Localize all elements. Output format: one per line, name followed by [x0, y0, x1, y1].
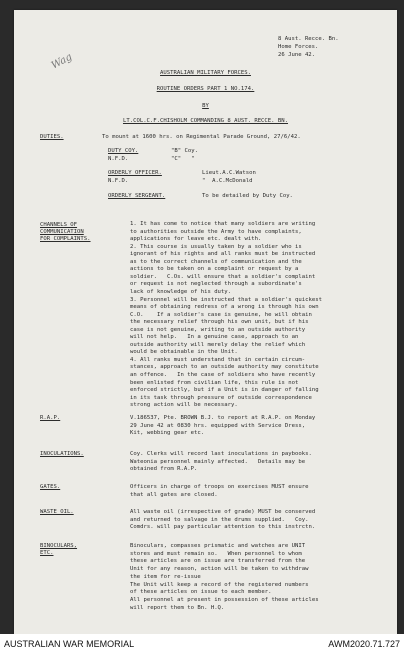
commanding-officer: LT.COL.C.F.CHISHOLM COMMANDING 8 AUST. RECCE. BN.: [122, 118, 289, 124]
body-line: that all gates are closed.: [130, 491, 218, 498]
body-line: and returned to salvage in the drums supplied. Coy.: [130, 516, 309, 523]
body-line: stores and must remain so. When personnel to whom: [130, 550, 302, 557]
body-line: Comdrs. will pay particular attention to this instrctn.: [130, 524, 316, 531]
body-line: stances, approach to an outside authority may constitute: [130, 364, 319, 371]
body-line: All personnel at present in possession of these articles: [130, 596, 319, 603]
body-line: C.O. If a soldier's case is genuine, he will obtain: [130, 311, 312, 318]
body-line: will not help. In a genuine case, approach to an: [130, 334, 299, 341]
duty-coy-label: DUTY COY.: [108, 148, 139, 154]
body-line: the item for re-issue: [130, 573, 201, 580]
body-line: or request is not neglected through a subordinate's: [130, 281, 302, 288]
body-line: V.186537, Pte. BROWN B.J. to report at R.A.P. on Monday: [130, 415, 316, 421]
body-line: in its task through pressure of outside correspondence: [130, 394, 312, 401]
body-line: lack of knowledge of his duty.: [130, 288, 232, 295]
orderly-officer-label: ORDERLY OFFICER.: [108, 170, 162, 176]
body-line: Coy. Clerks will record last inoculations in paybooks.: [130, 451, 312, 457]
document-page: [14, 10, 397, 634]
body-line: Officers in charge of troops on exercises MUST ensure: [130, 484, 309, 490]
body-line: as to the correct channels of communication and the: [130, 258, 302, 265]
body-line: Wateonia personnel mainly affected. Details may be: [130, 458, 306, 465]
body-line: Binoculars, compasses prismatic and watches are UNIT: [130, 543, 306, 549]
body-line: will report them to Bn. H.Q.: [130, 604, 225, 611]
document-subtitle: ROUTINE ORDERS PART 1 NO.174.: [156, 86, 255, 92]
document-title: AUSTRALIAN MILITARY FORCES.: [160, 70, 251, 76]
section-label-gates: GATES.: [40, 484, 61, 490]
parade-instruction: To mount at 1600 hrs. on Regimental Parade Ground, 27/6/42.: [102, 134, 301, 140]
body-line: enforced strictly, but if a Unit is in danger of falling: [130, 387, 319, 394]
section-label-line: COMMUNICATION: [40, 229, 84, 235]
body-line: The Unit will keep a record of the registered numbers: [130, 581, 309, 588]
section-label-line: ETC.: [40, 550, 54, 557]
unit-location: Home Forces.: [278, 44, 319, 50]
nfd-label: N.F.D.: [108, 156, 129, 162]
body-line: obtained from R.A.P.: [130, 466, 198, 473]
body-line: strong action will be necessary.: [130, 402, 238, 409]
body-line: Kit, webbing gear etc.: [130, 430, 205, 437]
orderly-sergeant-label: ORDERLY SERGEANT.: [108, 193, 166, 199]
body-line: Unit for any reason, action will be taken to withdraw: [130, 566, 309, 573]
section-label-line: CHANNELS OF: [40, 222, 78, 228]
nfd-value: " A.C.McDonald: [202, 178, 253, 184]
footer-accession-number: AWM2020.71.727: [328, 639, 400, 649]
handwritten-marginal-note: Wag: [49, 51, 75, 72]
body-line: outside authority will merely delay the relief which: [130, 341, 306, 348]
body-line: an offence. In the case of soldiers who have recently: [130, 372, 316, 378]
body-line: 4. All ranks must understand that in certain circum-: [130, 356, 306, 363]
body-line: would be obtainable in the Unit.: [130, 349, 238, 356]
section-label-rap: R.A.P.: [40, 415, 61, 421]
section-label-waste-oil: WASTE OIL.: [40, 509, 74, 515]
body-line: case is not genuine, writing to an outside authority: [130, 326, 306, 333]
body-line: 3. Personnel will be instructed that a soldier's quickest: [130, 296, 322, 303]
footer-institution: AUSTRALIAN WAR MEMORIAL: [4, 639, 135, 649]
unit-heading: 8 Aust. Recce. Bn.: [278, 36, 339, 42]
body-line: soldier. C.Os. will ensure that a soldier's complaint: [130, 273, 316, 280]
body-line: of these articles on issue to each member.: [130, 589, 272, 596]
orderly-officer-value: Lieut.A.C.Watson: [202, 170, 256, 176]
body-line: 29 June 42 at 0830 hrs. equipped with Service Dress,: [130, 422, 306, 429]
nfd-label: N.F.D.: [108, 178, 129, 184]
orderly-sergeant-value: To be detailed by Duty Coy.: [202, 193, 293, 199]
body-line: ignorant of his rights and all ranks must be instructed: [130, 251, 316, 258]
section-label-inoculations: INOCULATIONS.: [40, 451, 84, 457]
body-line: 2. This course is usually taken by a soldier who is: [130, 243, 302, 250]
body-line: actions to be taken on a complaint or request by a: [130, 266, 299, 273]
body-line: applications for leave etc. dealt with.: [130, 236, 262, 243]
body-line: means of obtaining redress of a wrong is through his own: [130, 304, 319, 311]
by-line: BY: [202, 103, 209, 109]
section-label-line: FOR COMPLAINTS.: [40, 236, 91, 242]
body-line: to authorities outside the Army to have complaints,: [130, 228, 302, 235]
order-date: 26 June 42.: [278, 52, 316, 58]
body-line: been enlisted from civilian life, this rule is not: [130, 379, 299, 386]
section-label-duties: DUTIES.: [40, 134, 64, 140]
body-line: All waste oil (irrespective of grade) MUST be conserved: [130, 509, 316, 515]
nfd-value: "C" ": [171, 156, 195, 162]
section-label-line: BINOCULARS,: [40, 543, 78, 549]
archive-footer: [0, 634, 404, 653]
body-line: these articles are on issue are transferred from the: [130, 558, 306, 565]
body-line: the necessary relief through his own unit, but if his: [130, 319, 309, 326]
duty-coy-value: "B" Coy.: [171, 148, 198, 154]
body-line: 1. It has come to notice that many soldiers are writing: [130, 221, 316, 227]
